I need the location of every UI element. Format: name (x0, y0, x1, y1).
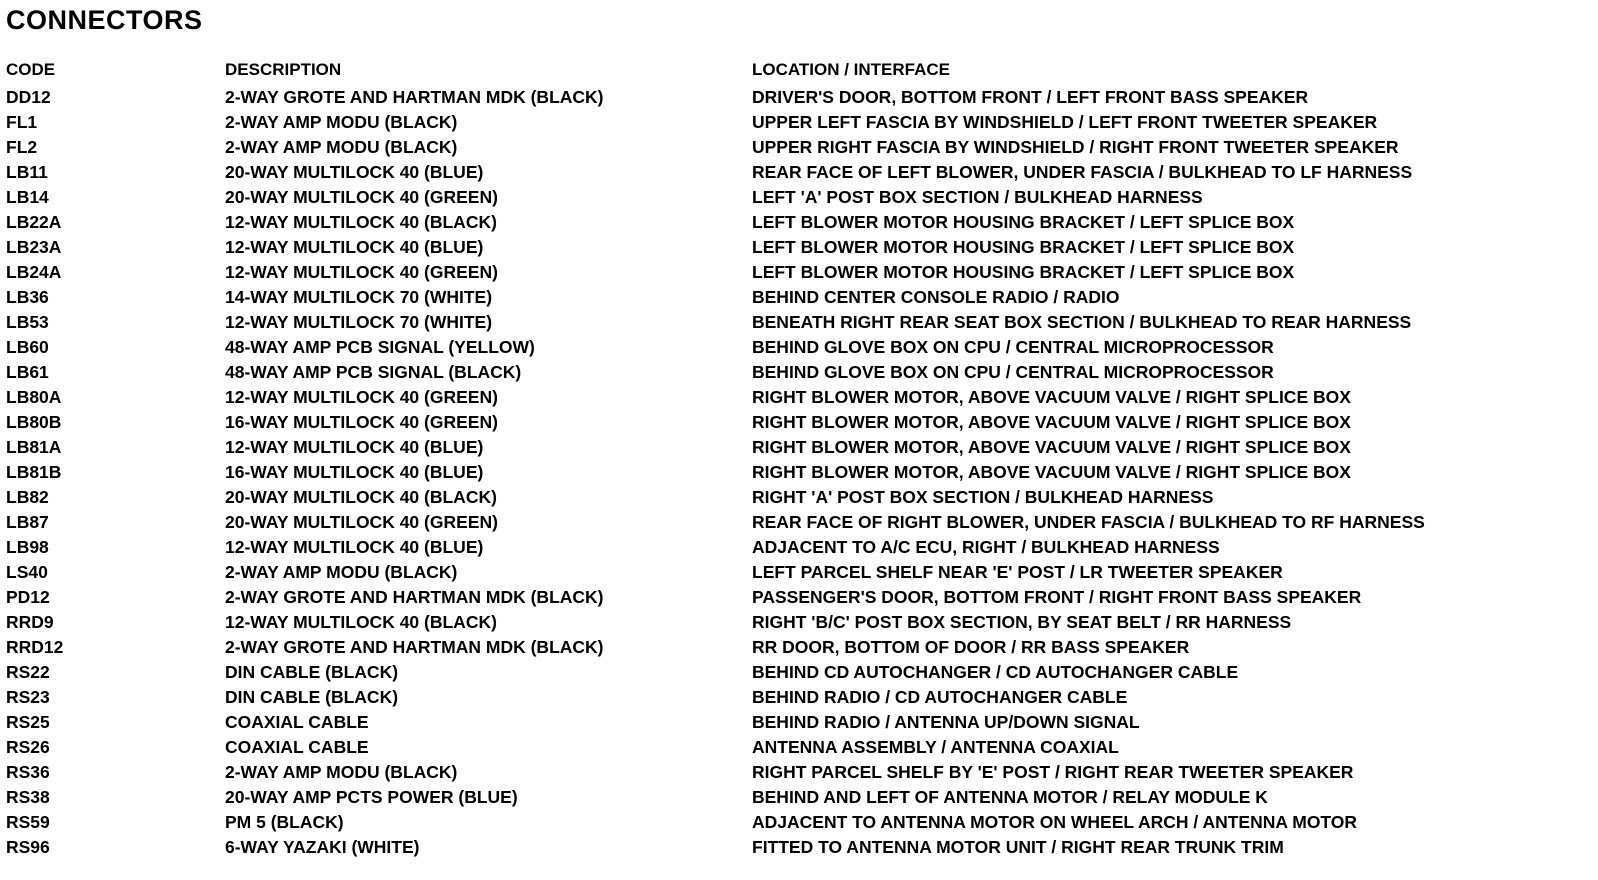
page-title: CONNECTORS (6, 5, 203, 35)
table-row (6, 285, 1596, 310)
cell-description: 12-WAY MULTILOCK 40 (BLUE) (225, 537, 484, 557)
cell-description: 20-WAY MULTILOCK 40 (BLUE) (225, 162, 484, 182)
cell-location: BEHIND RADIO / ANTENNA UP/DOWN SIGNAL (752, 712, 1140, 732)
cell-code: LB14 (6, 187, 49, 207)
cell-description: 20-WAY AMP PCTS POWER (BLUE) (225, 787, 518, 807)
table-row (6, 760, 1596, 785)
cell-code: LB60 (6, 337, 49, 357)
cell-description: 2-WAY AMP MODU (BLACK) (225, 762, 458, 782)
table-row (6, 735, 1596, 760)
cell-description: 16-WAY MULTILOCK 40 (GREEN) (225, 412, 498, 432)
cell-code: LB82 (6, 487, 49, 507)
cell-code: PD12 (6, 587, 50, 607)
cell-location: RIGHT BLOWER MOTOR, ABOVE VACUUM VALVE / RIGHT SPLICE BOX (752, 412, 1351, 432)
cell-code: LB23A (6, 237, 62, 257)
cell-location: RIGHT BLOWER MOTOR, ABOVE VACUUM VALVE / RIGHT SPLICE BOX (752, 387, 1351, 407)
cell-description: COAXIAL CABLE (225, 737, 369, 757)
cell-location: RIGHT PARCEL SHELF BY 'E' POST / RIGHT REAR TWEETER SPEAKER (752, 762, 1354, 782)
table-header-row (6, 57, 1596, 85)
cell-description: 48-WAY AMP PCB SIGNAL (BLACK) (225, 362, 522, 382)
cell-location: BEHIND RADIO / CD AUTOCHANGER CABLE (752, 687, 1128, 707)
cell-location: REAR FACE OF RIGHT BLOWER, UNDER FASCIA / BULKHEAD TO RF HARNESS (752, 512, 1425, 532)
cell-description: 6-WAY YAZAKI (WHITE) (225, 837, 420, 857)
table-row (6, 110, 1596, 135)
cell-location: LEFT BLOWER MOTOR HOUSING BRACKET / LEFT SPLICE BOX (752, 237, 1295, 257)
cell-location: DRIVER'S DOOR, BOTTOM FRONT / LEFT FRONT BASS SPEAKER (752, 87, 1309, 107)
table-row (6, 135, 1596, 160)
cell-location: LEFT 'A' POST BOX SECTION / BULKHEAD HARNESS (752, 187, 1203, 207)
cell-description: 12-WAY MULTILOCK 40 (BLACK) (225, 212, 497, 232)
table-row (6, 635, 1596, 660)
cell-description: 12-WAY MULTILOCK 70 (WHITE) (225, 312, 493, 332)
cell-description: 20-WAY MULTILOCK 40 (GREEN) (225, 187, 498, 207)
cell-location: ADJACENT TO A/C ECU, RIGHT / BULKHEAD HARNESS (752, 537, 1220, 557)
table-row (6, 585, 1596, 610)
cell-description: COAXIAL CABLE (225, 712, 369, 732)
table-row (6, 510, 1596, 535)
cell-location: BEHIND AND LEFT OF ANTENNA MOTOR / RELAY MODULE K (752, 787, 1268, 807)
table-row (6, 485, 1596, 510)
cell-code: DD12 (6, 87, 51, 107)
table-row (6, 610, 1596, 635)
connector-table (6, 57, 1596, 860)
cell-code: LB24A (6, 262, 62, 282)
cell-description: 12-WAY MULTILOCK 40 (BLUE) (225, 237, 484, 257)
cell-code: RS38 (6, 787, 50, 807)
cell-location: RIGHT BLOWER MOTOR, ABOVE VACUUM VALVE / RIGHT SPLICE BOX (752, 437, 1351, 457)
table-row (6, 410, 1596, 435)
cell-location: UPPER LEFT FASCIA BY WINDSHIELD / LEFT FRONT TWEETER SPEAKER (752, 112, 1378, 132)
cell-description: 2-WAY AMP MODU (BLACK) (225, 112, 458, 132)
cell-code: RS36 (6, 762, 50, 782)
cell-description: 20-WAY MULTILOCK 40 (GREEN) (225, 512, 498, 532)
table-row (6, 560, 1596, 585)
cell-location: BENEATH RIGHT REAR SEAT BOX SECTION / BULKHEAD TO REAR HARNESS (752, 312, 1412, 332)
table-row (6, 160, 1596, 185)
cell-description: 2-WAY AMP MODU (BLACK) (225, 562, 458, 582)
table-body (6, 85, 1596, 860)
table-row (6, 85, 1596, 110)
cell-code: RS25 (6, 712, 50, 732)
cell-description: DIN CABLE (BLACK) (225, 687, 399, 707)
column-header-description: DESCRIPTION (225, 60, 342, 79)
cell-location: LEFT BLOWER MOTOR HOUSING BRACKET / LEFT SPLICE BOX (752, 212, 1295, 232)
cell-description: DIN CABLE (BLACK) (225, 662, 399, 682)
table-row (6, 360, 1596, 385)
cell-location: BEHIND CD AUTOCHANGER / CD AUTOCHANGER CABLE (752, 662, 1239, 682)
cell-code: LB81A (6, 437, 62, 457)
cell-code: LB80B (6, 412, 62, 432)
cell-code: LB81B (6, 462, 62, 482)
table-row (6, 210, 1596, 235)
table-row (6, 385, 1596, 410)
cell-description: 12-WAY MULTILOCK 40 (GREEN) (225, 262, 498, 282)
cell-description: 20-WAY MULTILOCK 40 (BLACK) (225, 487, 497, 507)
cell-description: 2-WAY GROTE AND HARTMAN MDK (BLACK) (225, 87, 604, 107)
cell-code: LB53 (6, 312, 49, 332)
cell-description: 48-WAY AMP PCB SIGNAL (YELLOW) (225, 337, 535, 357)
cell-code: RS22 (6, 662, 50, 682)
table-row (6, 260, 1596, 285)
cell-location: ADJACENT TO ANTENNA MOTOR ON WHEEL ARCH / ANTENNA MOTOR (752, 812, 1358, 832)
cell-description: 12-WAY MULTILOCK 40 (BLUE) (225, 437, 484, 457)
table-row (6, 835, 1596, 860)
table-row (6, 810, 1596, 835)
cell-description: 16-WAY MULTILOCK 40 (BLUE) (225, 462, 484, 482)
table-row (6, 335, 1596, 360)
cell-code: LB11 (6, 162, 48, 182)
table-row (6, 235, 1596, 260)
cell-code: RRD9 (6, 612, 54, 632)
table-row (6, 435, 1596, 460)
cell-location: RR DOOR, BOTTOM OF DOOR / RR BASS SPEAKER (752, 637, 1190, 657)
cell-location: FITTED TO ANTENNA MOTOR UNIT / RIGHT REAR TRUNK TRIM (752, 837, 1284, 857)
cell-code: RS26 (6, 737, 50, 757)
cell-location: BEHIND GLOVE BOX ON CPU / CENTRAL MICROPROCESSOR (752, 362, 1274, 382)
cell-description: 14-WAY MULTILOCK 70 (WHITE) (225, 287, 493, 307)
cell-code: LB87 (6, 512, 49, 532)
cell-code: RS59 (6, 812, 50, 832)
cell-location: RIGHT BLOWER MOTOR, ABOVE VACUUM VALVE / RIGHT SPLICE BOX (752, 462, 1351, 482)
cell-code: LS40 (6, 562, 48, 582)
cell-location: PASSENGER'S DOOR, BOTTOM FRONT / RIGHT FRONT BASS SPEAKER (752, 587, 1362, 607)
cell-code: FL2 (6, 137, 38, 157)
table-row (6, 310, 1596, 335)
table-row (6, 660, 1596, 685)
cell-code: LB98 (6, 537, 49, 557)
cell-description: 2-WAY GROTE AND HARTMAN MDK (BLACK) (225, 637, 604, 657)
table-row (6, 185, 1596, 210)
cell-location: RIGHT 'B/C' POST BOX SECTION, BY SEAT BELT / RR HARNESS (752, 612, 1292, 632)
cell-location: REAR FACE OF LEFT BLOWER, UNDER FASCIA / BULKHEAD TO LF HARNESS (752, 162, 1413, 182)
table-row (6, 685, 1596, 710)
cell-description: PM 5 (BLACK) (225, 812, 344, 832)
table-row (6, 460, 1596, 485)
cell-code: FL1 (6, 112, 38, 132)
cell-code: RS96 (6, 837, 50, 857)
cell-location: BEHIND GLOVE BOX ON CPU / CENTRAL MICROPROCESSOR (752, 337, 1274, 357)
table-row (6, 785, 1596, 810)
cell-description: 12-WAY MULTILOCK 40 (BLACK) (225, 612, 497, 632)
cell-location: RIGHT 'A' POST BOX SECTION / BULKHEAD HARNESS (752, 487, 1214, 507)
cell-description: 12-WAY MULTILOCK 40 (GREEN) (225, 387, 498, 407)
table-row (6, 535, 1596, 560)
cell-description: 2-WAY GROTE AND HARTMAN MDK (BLACK) (225, 587, 604, 607)
cell-code: LB61 (6, 362, 49, 382)
cell-code: LB80A (6, 387, 62, 407)
table-row (6, 710, 1596, 735)
cell-location: LEFT BLOWER MOTOR HOUSING BRACKET / LEFT SPLICE BOX (752, 262, 1295, 282)
column-header-location: LOCATION / INTERFACE (752, 60, 951, 79)
cell-code: RS23 (6, 687, 50, 707)
cell-location: LEFT PARCEL SHELF NEAR 'E' POST / LR TWEETER SPEAKER (752, 562, 1283, 582)
cell-location: ANTENNA ASSEMBLY / ANTENNA COAXIAL (752, 737, 1119, 757)
cell-location: BEHIND CENTER CONSOLE RADIO / RADIO (752, 287, 1120, 307)
cell-code: LB36 (6, 287, 49, 307)
cell-location: UPPER RIGHT FASCIA BY WINDSHIELD / RIGHT FRONT TWEETER SPEAKER (752, 137, 1399, 157)
cell-description: 2-WAY AMP MODU (BLACK) (225, 137, 458, 157)
cell-code: LB22A (6, 212, 62, 232)
cell-code: RRD12 (6, 637, 64, 657)
column-header-code: CODE (6, 60, 56, 79)
